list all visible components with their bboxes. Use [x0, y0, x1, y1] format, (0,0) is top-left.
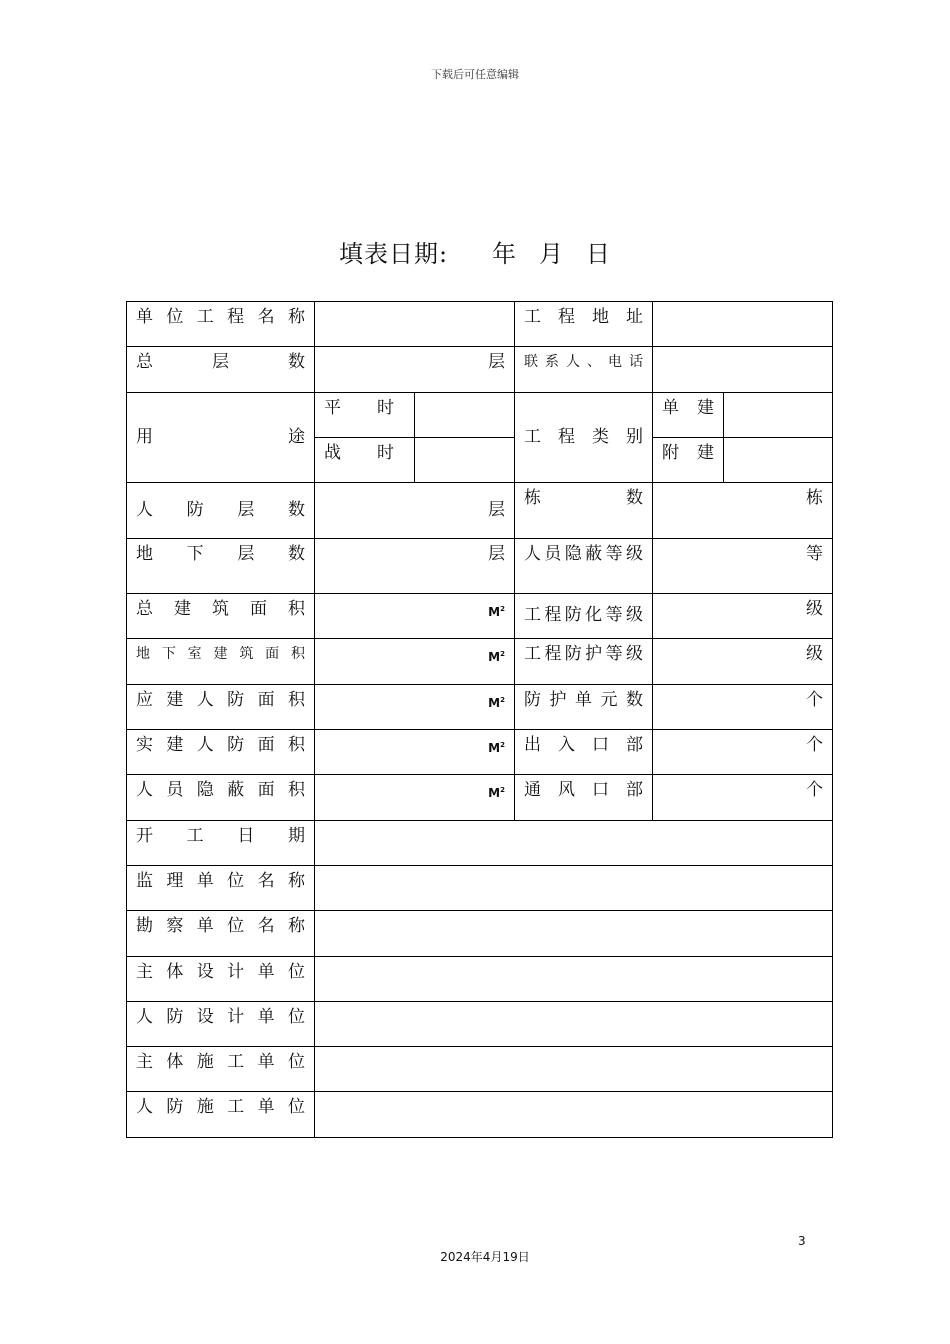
main-construction-field[interactable]: [315, 1047, 833, 1092]
entrances-label: 出 入 口 部: [524, 734, 643, 755]
protect-grade-unit: 级: [806, 644, 823, 665]
label-cell: [127, 594, 315, 639]
unit-name-label: 单 位 工 程 名 称: [136, 307, 305, 327]
shelter-grade-label: 人 员 隐 蔽 等 级: [524, 543, 643, 564]
table-row: [127, 639, 833, 684]
entrances-field[interactable]: [653, 729, 833, 774]
supervisor-label: 监 理 单 位 名 称: [136, 870, 305, 891]
label-cell: [127, 865, 315, 910]
chem-grade-field[interactable]: [653, 594, 833, 639]
header-note: 下载后可任意编辑: [431, 68, 519, 81]
label-cell: [515, 538, 653, 593]
label-cell: [127, 956, 315, 1001]
table-row: [127, 911, 833, 956]
table-row: [127, 820, 833, 865]
total-area-field[interactable]: [315, 594, 515, 639]
label-cell: [515, 729, 653, 774]
label-cell: [127, 302, 315, 347]
label-cell: [127, 347, 315, 392]
area-unit: $M^2$: [488, 650, 505, 665]
vents-unit: 个: [806, 780, 823, 801]
protect-grade-label: 工 程 防 护 等 级: [524, 644, 643, 665]
table-row: [127, 1001, 833, 1046]
survey-field[interactable]: [315, 911, 833, 956]
label-cell: [315, 392, 415, 437]
standalone-field[interactable]: [724, 392, 833, 437]
label-cell: [127, 538, 315, 593]
page-number: 3: [798, 1234, 806, 1248]
actual-area-field[interactable]: [315, 729, 515, 774]
table-row: [127, 1047, 833, 1092]
label-cell: [653, 392, 724, 437]
table-row: [127, 1092, 833, 1138]
label-cell: [653, 437, 724, 482]
protect-units-label: 防 护 单 元 数: [524, 689, 643, 710]
basement-area-label: 地 下 室 建 筑 面 积: [136, 646, 305, 663]
total-floors-field[interactable]: [315, 347, 515, 392]
start-date-label: 开 工 日 期: [136, 825, 305, 846]
registration-form-table: [126, 301, 833, 1138]
title-month: 月: [539, 240, 565, 268]
table-row: [127, 729, 833, 774]
standalone-label: 单 建: [662, 397, 714, 418]
shelter-area-field[interactable]: [315, 775, 515, 820]
label-cell: [127, 1047, 315, 1092]
label-cell: [127, 392, 315, 483]
survey-label: 勘 察 单 位 名 称: [136, 916, 305, 937]
required-area-field[interactable]: [315, 684, 515, 729]
label-cell: [127, 729, 315, 774]
label-cell: [127, 639, 315, 684]
label-cell: [127, 1092, 315, 1138]
label-cell: [127, 820, 315, 865]
table-row: [127, 347, 833, 392]
total-area-label: 总 建 筑 面 积: [136, 599, 305, 620]
required-area-label: 应 建 人 防 面 积: [136, 689, 305, 710]
shelter-grade-field[interactable]: [653, 538, 833, 593]
label-cell: [315, 437, 415, 482]
label-cell: [515, 639, 653, 684]
total-floors-unit: 层: [488, 352, 505, 373]
peacetime-label: 平 时: [324, 397, 394, 418]
main-design-label: 主 体 设 计 单 位: [136, 961, 305, 982]
cd-design-field[interactable]: [315, 1001, 833, 1046]
basement-area-field[interactable]: [315, 639, 515, 684]
buildings-field[interactable]: [653, 483, 833, 538]
cd-floors-unit: 层: [488, 500, 505, 521]
label-cell: [515, 302, 653, 347]
label-cell: [515, 483, 653, 538]
footer-date: 2024年4月19日: [440, 1250, 530, 1264]
cd-design-label: 人 防 设 计 单 位: [136, 1006, 305, 1027]
label-cell: [127, 684, 315, 729]
main-design-field[interactable]: [315, 956, 833, 1001]
chem-grade-label: 工 程 防 化 等 级: [524, 605, 643, 626]
cd-construction-label: 人 防 施 工 单 位: [136, 1097, 305, 1118]
area-unit: $M^2$: [488, 786, 505, 801]
attached-field[interactable]: [724, 437, 833, 482]
table-row: [127, 684, 833, 729]
shelter-grade-unit: 等: [806, 543, 823, 564]
vents-field[interactable]: [653, 775, 833, 820]
table-row: [127, 392, 833, 437]
table-row: [127, 775, 833, 820]
shelter-area-label: 人 员 隐 蔽 面 积: [136, 780, 305, 801]
label-cell: [515, 775, 653, 820]
protect-units-field[interactable]: [653, 684, 833, 729]
attached-label: 附 建: [662, 442, 714, 463]
table-row: [127, 483, 833, 538]
unit-name-field[interactable]: [315, 302, 515, 347]
wartime-label: 战 时: [324, 442, 394, 463]
area-unit: $M^2$: [488, 740, 505, 755]
title-label: 填表日期:: [338, 240, 449, 268]
buildings-label: 栋 数: [524, 488, 643, 509]
underground-floors-label: 地 下 层 数: [136, 543, 305, 564]
supervisor-field[interactable]: [315, 865, 833, 910]
underground-floors-unit: 层: [488, 543, 505, 564]
label-cell: [515, 684, 653, 729]
table-row: [127, 538, 833, 593]
label-cell: [127, 775, 315, 820]
title-year: 年: [492, 240, 518, 268]
table-row: [127, 865, 833, 910]
project-type-label: 工 程 类 别: [524, 427, 643, 448]
table-row: [127, 302, 833, 347]
vents-label: 通 风 口 部: [524, 780, 643, 801]
actual-area-label: 实 建 人 防 面 积: [136, 734, 305, 755]
label-cell: [127, 483, 315, 538]
page-title: [0, 234, 950, 269]
project-address-label: 工 程 地 址: [524, 307, 643, 327]
cd-floors-label: 人 防 层 数: [136, 500, 305, 521]
title-day: 日: [586, 240, 612, 268]
cd-floors-field[interactable]: [315, 483, 515, 538]
wartime-field[interactable]: [415, 437, 515, 482]
label-cell: [127, 911, 315, 956]
main-construction-label: 主 体 施 工 单 位: [136, 1052, 305, 1073]
cd-construction-field[interactable]: [315, 1092, 833, 1138]
label-cell: [515, 347, 653, 392]
chem-grade-unit: 级: [806, 599, 823, 620]
label-cell: [515, 392, 653, 483]
total-floors-label: 总 层 数: [136, 352, 305, 373]
table-row: [127, 956, 833, 1001]
start-date-field[interactable]: [315, 820, 833, 865]
underground-floors-field[interactable]: [315, 538, 515, 593]
contact-label: 联 系 人 、 电 话: [524, 354, 643, 371]
entrances-unit: 个: [806, 734, 823, 755]
contact-field[interactable]: [653, 347, 833, 392]
area-unit: $M^2$: [488, 695, 505, 710]
buildings-unit: 栋: [806, 488, 823, 509]
protect-units-unit: 个: [806, 689, 823, 710]
label-cell: [127, 1001, 315, 1046]
protect-grade-field[interactable]: [653, 639, 833, 684]
table-row: [127, 594, 833, 639]
project-address-field[interactable]: [653, 302, 833, 347]
usage-label: 用 途: [136, 427, 305, 448]
label-cell: [515, 594, 653, 639]
peacetime-field[interactable]: [415, 392, 515, 437]
area-unit: $M^2$: [488, 605, 505, 620]
